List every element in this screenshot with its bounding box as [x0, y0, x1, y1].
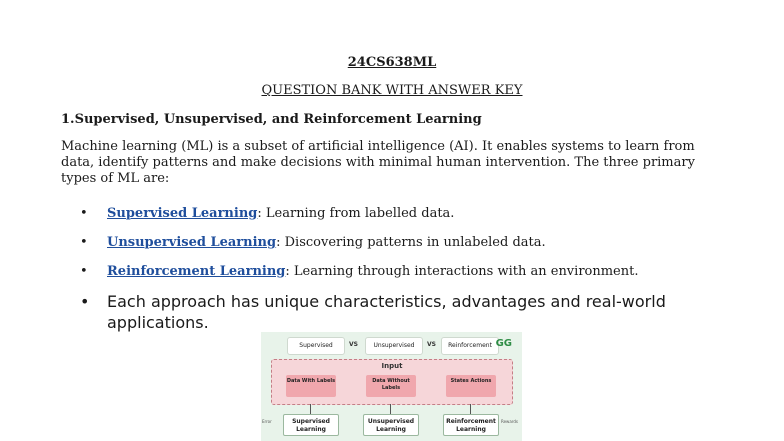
header-unsupervised: Unsupervised [365, 337, 423, 355]
term-separator: : [285, 264, 290, 279]
side-label-rewards: Rewards [501, 419, 518, 424]
list-item [80, 205, 638, 234]
term-separator: : [257, 206, 262, 221]
list-item [80, 234, 638, 263]
bullet-icon: • [80, 264, 88, 279]
item-text: Learning through interactions with an environment. [289, 264, 639, 279]
closing-bullet [80, 291, 727, 333]
diagram-header [267, 337, 516, 353]
output-supervised-learning: Supervised Learning [283, 414, 339, 436]
side-label-error: Error [262, 419, 272, 424]
arrow-down-icon [310, 404, 311, 414]
output-reinforcement-learning: Reinforcement Learning [443, 414, 499, 436]
item-text: Learning from labelled data. [261, 206, 455, 221]
term-separator: : [276, 235, 281, 250]
link-unsupervised-learning[interactable]: Unsupervised Learning [107, 235, 277, 250]
section-heading: 1.Supervised, Unsupervised, and Reinforcement Learning [61, 112, 482, 127]
document-subtitle: QUESTION BANK WITH ANSWER KEY [261, 83, 523, 98]
item-text: Discovering patterns in unlabeled data. [280, 235, 546, 250]
header-vs: VS [427, 341, 436, 348]
header-vs: VS [349, 341, 358, 348]
header-supervised: Supervised [287, 337, 345, 355]
intro-paragraph: Machine learning (ML) is a subset of artificial intelligence (AI). It enables systems to learn from data, identify patterns and make decisions with minimal human intervention. The three primary types of ML are: [61, 139, 695, 186]
output-unsupervised-learning: Unsupervised Learning [363, 414, 419, 436]
arrow-down-icon [390, 404, 391, 414]
course-code: 24CS638ML [347, 55, 437, 70]
bullet-icon: • [80, 206, 88, 221]
input-states-actions: States Actions [446, 375, 496, 397]
closing-text: Each approach has unique characteristics, advantages and real-world applications. [107, 292, 666, 332]
bullet-icon: • [80, 235, 88, 250]
logo-icon: GG [495, 338, 512, 349]
ml-comparison-diagram [261, 332, 522, 441]
link-supervised-learning[interactable]: Supervised Learning [107, 206, 258, 221]
link-reinforcement-learning[interactable]: Reinforcement Learning [107, 264, 286, 279]
header-reinforcement: Reinforcement [441, 337, 499, 355]
arrow-down-icon [470, 404, 471, 414]
ml-types-list [80, 205, 638, 292]
input-panel [271, 359, 513, 405]
input-labeled-data: Data With Labels [286, 375, 336, 397]
input-title: Input [381, 362, 403, 370]
input-unlabeled-data: Data Without Labels [366, 375, 416, 397]
bullet-icon: • [80, 292, 90, 311]
list-item [80, 263, 638, 292]
